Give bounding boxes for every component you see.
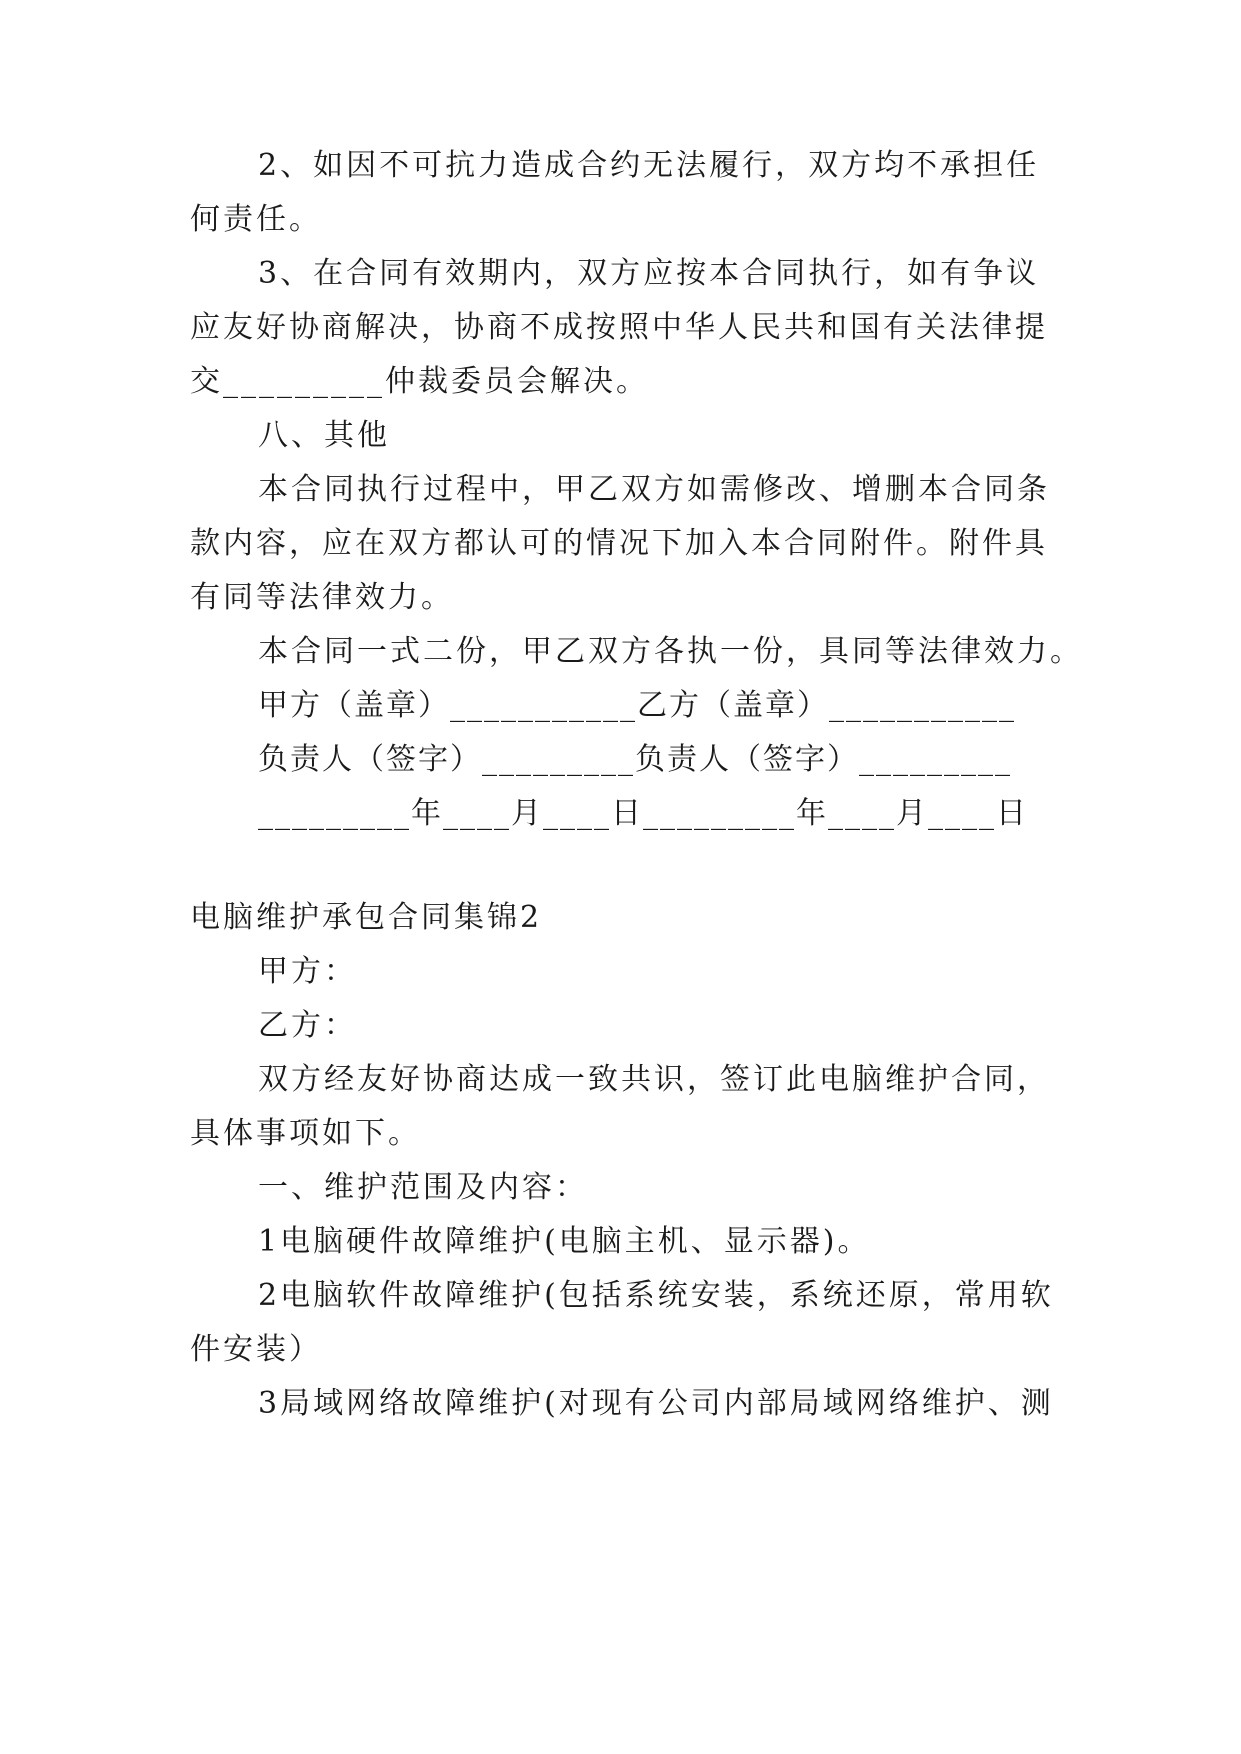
list-item: 1电脑硬件故障维护(电脑主机、显示器)。: [258, 1224, 871, 1259]
paragraph-line: 交_________仲裁委员会解决。: [190, 364, 649, 399]
paragraph-line: 何责任。: [190, 202, 322, 237]
document-title: 电脑维护承包合同集锦2: [190, 900, 543, 935]
paragraph-line: 有同等法律效力。: [190, 580, 454, 615]
signature-line-responsible: 负责人（签字）_________负责人（签字）_________: [258, 742, 1012, 777]
paragraph-line: 应友好协商解决，协商不成按照中华人民共和国有关法律提: [190, 310, 1048, 345]
party-a-label: 甲方：: [258, 954, 357, 989]
paragraph-line: 本合同一式二份，甲乙双方各执一份，具同等法律效力。: [258, 634, 1083, 669]
list-item: 2电脑软件故障维护(包括系统安装，系统还原，常用软: [258, 1278, 1054, 1313]
section-heading: 八、其他: [258, 418, 390, 453]
party-b-label: 乙方：: [258, 1008, 357, 1043]
signature-line-seal: 甲方（盖章）___________乙方（盖章）___________: [258, 688, 1016, 723]
paragraph-line: 本合同执行过程中，甲乙双方如需修改、增删本合同条: [258, 472, 1050, 507]
paragraph-line: 具体事项如下。: [190, 1116, 421, 1151]
list-item-continued: 件安装）: [190, 1332, 322, 1367]
paragraph-line: 2、如因不可抗力造成合约无法履行，双方均不承担任: [258, 148, 1040, 183]
signature-line-date: _________年____月____日_________年____月____日: [258, 796, 1028, 831]
paragraph-line: 双方经友好协商达成一致共识，签订此电脑维护合同，: [258, 1062, 1050, 1097]
list-item: 3局域网络故障维护(对现有公司内部局域网络维护、测: [258, 1386, 1054, 1421]
paragraph-line: 款内容，应在双方都认可的情况下加入本合同附件。附件具: [190, 526, 1048, 561]
paragraph-line: 3、在合同有效期内，双方应按本合同执行，如有争议: [258, 256, 1040, 291]
section-heading: 一、维护范围及内容：: [258, 1170, 588, 1205]
